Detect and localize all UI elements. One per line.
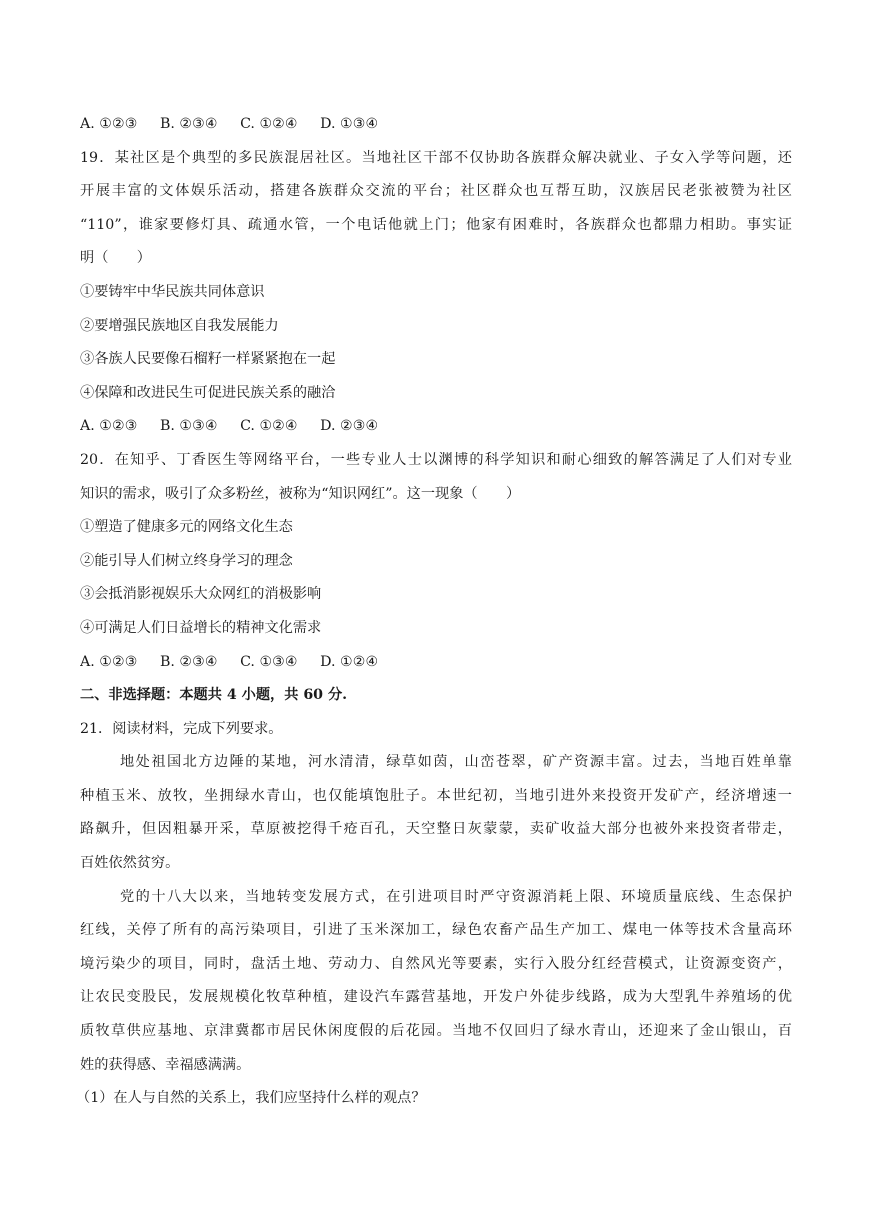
q19-item-1: ①要铸牢中华民族共同体意识 xyxy=(80,283,265,300)
option-d[interactable]: D. ①③④ xyxy=(320,116,379,132)
q19-item-4: ④保障和改进民生可促进民族关系的融洽 xyxy=(80,384,336,401)
q20-line-2: 知识的需求，吸引了众多粉丝，被称为“知识网红”。这一现象（ ） xyxy=(80,485,521,502)
option-a[interactable]: A. ①②③ xyxy=(80,116,138,132)
q19-item-2: ②要增强民族地区自我发展能力 xyxy=(80,317,279,334)
question-21 xyxy=(76,713,792,1116)
q20-item-1: ①塑造了健康多元的网络文化生态 xyxy=(80,519,293,536)
q19-line-3: “110”，谁家要修灯具、疏通水管，一个电话他就上门；他家有困难时，各族群众也都鼎力相助。事实证 xyxy=(80,216,792,233)
q20-line-1: 20．在知乎、丁香医生等网络平台，一些专业人士以渊博的科学知识和耐心细致的解答满足了人们对专业 xyxy=(80,451,792,468)
q19-item-3: ③各族人民要像石榴籽一样紧紧抱在一起 xyxy=(80,351,336,368)
section-heading: 二、非选择题：本题共 4 小题，共 60 分. xyxy=(80,687,348,704)
paragraph-line: 姓的获得感、幸福感满满。 xyxy=(80,1056,251,1073)
q19-line-2: 开展丰富的文体娱乐活动，搭建各族群众交流的平台；社区群众也互帮互助，汉族居民老张被赞为社区 xyxy=(80,183,792,200)
q18-options xyxy=(80,108,792,142)
question-19 xyxy=(80,142,792,444)
paragraph-line: 路飙升，但因粗暴开采，草原被挖得千疮百孔，天空整日灰蒙蒙，卖矿收益大部分也被外来投资者带走， xyxy=(80,821,792,838)
question-20 xyxy=(80,444,792,679)
paragraph-line: 质牧草供应基地、京津冀都市居民休闲度假的后花园。当地不仅回归了绿水青山，还迎来了金山银山，百 xyxy=(80,1023,792,1040)
q19-line-4: 明（ ） xyxy=(80,250,151,267)
option-c[interactable]: C. ①③④ xyxy=(240,653,298,670)
q20-item-3: ③会抵消影视娱乐大众网红的消极影响 xyxy=(80,586,322,603)
document-page xyxy=(76,108,792,1116)
paragraph-line: 党的十八大以来，当地转变发展方式，在引进项目时严守资源消耗上限、环境质量底线、生态保护 xyxy=(120,888,792,905)
option-a[interactable]: A. ①②③ xyxy=(80,418,138,435)
paragraph-line: 境污染少的项目，同时，盘活土地、劳动力、自然风光等要素，实行入股分红经营模式，让资源变资产， xyxy=(80,955,792,972)
q20-options xyxy=(80,646,792,680)
option-d[interactable]: D. ①②④ xyxy=(320,653,379,670)
option-c[interactable]: C. ①②④ xyxy=(240,116,298,132)
q20-item-4: ④可满足人们日益增长的精神文化需求 xyxy=(80,619,322,636)
q20-item-2: ②能引导人们树立终身学习的理念 xyxy=(80,552,293,569)
option-b[interactable]: B. ②③④ xyxy=(159,116,218,132)
option-b[interactable]: B. ①③④ xyxy=(159,418,218,435)
paragraph-line: 地处祖国北方边陲的某地，河水清清，绿草如茵，山峦苍翠，矿产资源丰富。过去，当地百姓单靠 xyxy=(120,754,792,771)
q21-paragraph-1 xyxy=(80,746,792,880)
option-d[interactable]: D. ②③④ xyxy=(320,418,379,435)
paragraph-line: 让农民变股民，发展规模化牧草种植，建设汽车露营基地，开发户外徒步线路，成为大型乳牛养殖场的优 xyxy=(80,989,792,1006)
q19-line-1: 19．某社区是个典型的多民族混居社区。当地社区干部不仅协助各族群众解决就业、子女入学等问题，还 xyxy=(80,149,792,166)
paragraph-line: 红线，关停了所有的高污染项目，引进了玉米深加工，绿色农畜产品生产加工、煤电一体等技术含量高环 xyxy=(80,922,792,939)
paragraph-line: 种植玉米、放牧，坐拥绿水青山，也仅能填饱肚子。本世纪初，当地引进外来投资开发矿产，经济增速一 xyxy=(80,787,792,804)
q21-paragraph-2 xyxy=(80,881,792,1083)
option-a[interactable]: A. ①②③ xyxy=(80,653,138,670)
option-b[interactable]: B. ②③④ xyxy=(159,653,218,670)
q21-subquestion-1: （1）在人与自然的关系上，我们应坚持什么样的观点？ xyxy=(76,1090,426,1107)
option-c[interactable]: C. ①②④ xyxy=(240,418,298,435)
q19-options xyxy=(80,410,792,444)
paragraph-line: 百姓依然贫穷。 xyxy=(80,855,180,872)
q21-intro: 21．阅读材料，完成下列要求。 xyxy=(80,720,283,737)
